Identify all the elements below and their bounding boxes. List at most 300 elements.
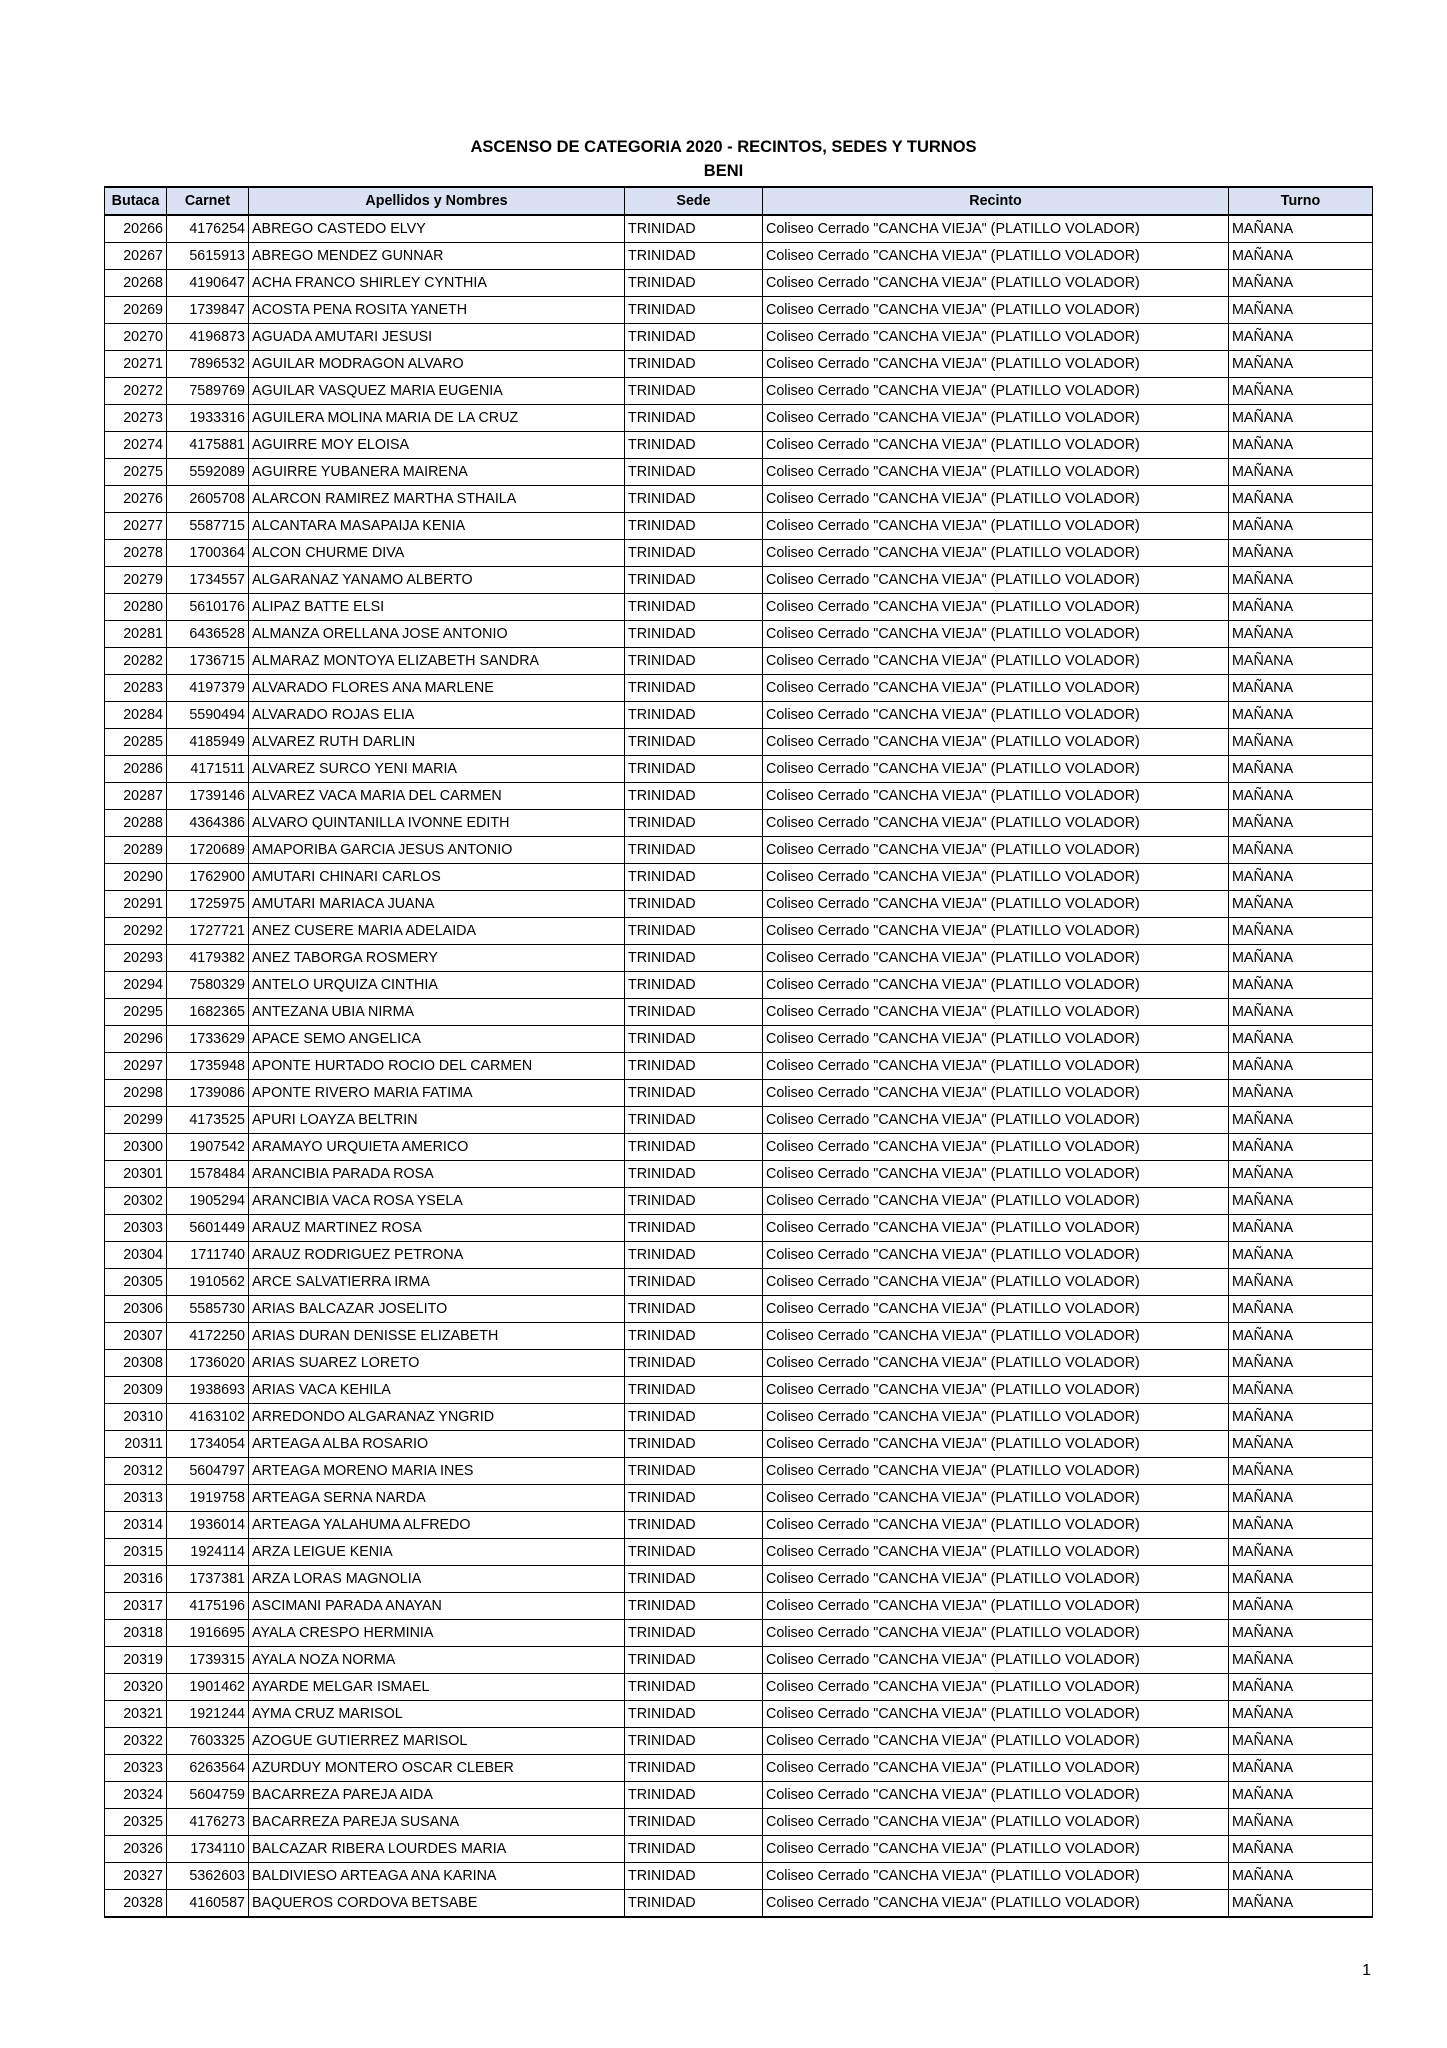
carnet-cell: 1739847	[167, 297, 249, 324]
name-cell: ASCIMANI PARADA ANAYAN	[249, 1593, 625, 1620]
recinto-cell: Coliseo Cerrado "CANCHA VIEJA" (PLATILLO VOLADOR)	[763, 729, 1229, 756]
carnet-cell: 4163102	[167, 1404, 249, 1431]
turno-cell: MAÑANA	[1229, 1728, 1373, 1755]
table-row	[105, 1188, 1373, 1215]
table-row	[105, 243, 1373, 270]
carnet-cell: 1737381	[167, 1566, 249, 1593]
turno-cell: MAÑANA	[1229, 324, 1373, 351]
turno-cell: MAÑANA	[1229, 1404, 1373, 1431]
recinto-cell: Coliseo Cerrado "CANCHA VIEJA" (PLATILLO VOLADOR)	[763, 1404, 1229, 1431]
sede-cell: TRINIDAD	[625, 351, 763, 378]
table-row	[105, 810, 1373, 837]
name-cell: ARREDONDO ALGARANAZ YNGRID	[249, 1404, 625, 1431]
sede-cell: TRINIDAD	[625, 513, 763, 540]
name-cell: ARIAS VACA KEHILA	[249, 1377, 625, 1404]
carnet-cell: 4171511	[167, 756, 249, 783]
recinto-cell: Coliseo Cerrado "CANCHA VIEJA" (PLATILLO VOLADOR)	[763, 1026, 1229, 1053]
turno-cell: MAÑANA	[1229, 1674, 1373, 1701]
name-cell: AMAPORIBA GARCIA JESUS ANTONIO	[249, 837, 625, 864]
carnet-cell: 5592089	[167, 459, 249, 486]
turno-cell: MAÑANA	[1229, 1269, 1373, 1296]
name-cell: AMUTARI CHINARI CARLOS	[249, 864, 625, 891]
butaca-cell: 20283	[105, 675, 167, 702]
table-row	[105, 1755, 1373, 1782]
carnet-cell: 4176273	[167, 1809, 249, 1836]
recinto-cell: Coliseo Cerrado "CANCHA VIEJA" (PLATILLO VOLADOR)	[763, 783, 1229, 810]
sede-cell: TRINIDAD	[625, 1539, 763, 1566]
butaca-cell: 20310	[105, 1404, 167, 1431]
recinto-cell: Coliseo Cerrado "CANCHA VIEJA" (PLATILLO VOLADOR)	[763, 486, 1229, 513]
butaca-cell: 20328	[105, 1890, 167, 1918]
butaca-cell: 20266	[105, 215, 167, 243]
carnet-cell: 4197379	[167, 675, 249, 702]
sede-cell: TRINIDAD	[625, 405, 763, 432]
sede-cell: TRINIDAD	[625, 1701, 763, 1728]
name-cell: ANTEZANA UBIA NIRMA	[249, 999, 625, 1026]
name-cell: AZOGUE GUTIERREZ MARISOL	[249, 1728, 625, 1755]
table-row	[105, 837, 1373, 864]
sede-cell: TRINIDAD	[625, 810, 763, 837]
carnet-cell: 1578484	[167, 1161, 249, 1188]
sede-cell: TRINIDAD	[625, 999, 763, 1026]
table-row	[105, 1350, 1373, 1377]
butaca-cell: 20318	[105, 1620, 167, 1647]
recinto-cell: Coliseo Cerrado "CANCHA VIEJA" (PLATILLO VOLADOR)	[763, 1134, 1229, 1161]
butaca-cell: 20271	[105, 351, 167, 378]
recinto-cell: Coliseo Cerrado "CANCHA VIEJA" (PLATILLO VOLADOR)	[763, 1890, 1229, 1918]
sede-cell: TRINIDAD	[625, 378, 763, 405]
carnet-cell: 4179382	[167, 945, 249, 972]
recinto-cell: Coliseo Cerrado "CANCHA VIEJA" (PLATILLO VOLADOR)	[763, 972, 1229, 999]
carnet-cell: 1938693	[167, 1377, 249, 1404]
name-cell: AMUTARI MARIACA JUANA	[249, 891, 625, 918]
recinto-cell: Coliseo Cerrado "CANCHA VIEJA" (PLATILLO VOLADOR)	[763, 918, 1229, 945]
sede-cell: TRINIDAD	[625, 243, 763, 270]
butaca-cell: 20313	[105, 1485, 167, 1512]
butaca-cell: 20297	[105, 1053, 167, 1080]
name-cell: ALCON CHURME DIVA	[249, 540, 625, 567]
name-cell: AYMA CRUZ MARISOL	[249, 1701, 625, 1728]
butaca-cell: 20279	[105, 567, 167, 594]
carnet-cell: 7603325	[167, 1728, 249, 1755]
sede-cell: TRINIDAD	[625, 1242, 763, 1269]
butaca-cell: 20307	[105, 1323, 167, 1350]
butaca-cell: 20327	[105, 1863, 167, 1890]
sede-cell: TRINIDAD	[625, 1053, 763, 1080]
turno-cell: MAÑANA	[1229, 837, 1373, 864]
sede-cell: TRINIDAD	[625, 432, 763, 459]
carnet-cell: 4175196	[167, 1593, 249, 1620]
recinto-cell: Coliseo Cerrado "CANCHA VIEJA" (PLATILLO VOLADOR)	[763, 1620, 1229, 1647]
table-row	[105, 1674, 1373, 1701]
name-cell: ALGARANAZ YANAMO ALBERTO	[249, 567, 625, 594]
recinto-cell: Coliseo Cerrado "CANCHA VIEJA" (PLATILLO VOLADOR)	[763, 1836, 1229, 1863]
turno-cell: MAÑANA	[1229, 486, 1373, 513]
butaca-cell: 20270	[105, 324, 167, 351]
sede-cell: TRINIDAD	[625, 1782, 763, 1809]
table-row	[105, 215, 1373, 243]
turno-cell: MAÑANA	[1229, 675, 1373, 702]
turno-cell: MAÑANA	[1229, 918, 1373, 945]
recinto-cell: Coliseo Cerrado "CANCHA VIEJA" (PLATILLO VOLADOR)	[763, 648, 1229, 675]
recinto-cell: Coliseo Cerrado "CANCHA VIEJA" (PLATILLO VOLADOR)	[763, 837, 1229, 864]
table-row	[105, 297, 1373, 324]
table-row	[105, 1620, 1373, 1647]
recinto-cell: Coliseo Cerrado "CANCHA VIEJA" (PLATILLO VOLADOR)	[763, 1458, 1229, 1485]
recinto-cell: Coliseo Cerrado "CANCHA VIEJA" (PLATILLO VOLADOR)	[763, 1350, 1229, 1377]
turno-cell: MAÑANA	[1229, 891, 1373, 918]
butaca-cell: 20306	[105, 1296, 167, 1323]
recinto-cell: Coliseo Cerrado "CANCHA VIEJA" (PLATILLO VOLADOR)	[763, 297, 1229, 324]
carnet-cell: 7589769	[167, 378, 249, 405]
recinto-cell: Coliseo Cerrado "CANCHA VIEJA" (PLATILLO VOLADOR)	[763, 1755, 1229, 1782]
carnet-cell: 4190647	[167, 270, 249, 297]
butaca-cell: 20317	[105, 1593, 167, 1620]
turno-cell: MAÑANA	[1229, 1161, 1373, 1188]
sede-cell: TRINIDAD	[625, 1269, 763, 1296]
carnet-cell: 1733629	[167, 1026, 249, 1053]
table-row	[105, 1377, 1373, 1404]
butaca-cell: 20314	[105, 1512, 167, 1539]
sede-cell: TRINIDAD	[625, 1620, 763, 1647]
table-row	[105, 1458, 1373, 1485]
butaca-cell: 20325	[105, 1809, 167, 1836]
table-row	[105, 1512, 1373, 1539]
turno-cell: MAÑANA	[1229, 1026, 1373, 1053]
table-row	[105, 1404, 1373, 1431]
carnet-cell: 1734557	[167, 567, 249, 594]
sede-cell: TRINIDAD	[625, 1134, 763, 1161]
recinto-cell: Coliseo Cerrado "CANCHA VIEJA" (PLATILLO VOLADOR)	[763, 324, 1229, 351]
carnet-cell: 5604759	[167, 1782, 249, 1809]
turno-cell: MAÑANA	[1229, 405, 1373, 432]
table-row	[105, 1323, 1373, 1350]
carnet-cell: 1711740	[167, 1242, 249, 1269]
recinto-cell: Coliseo Cerrado "CANCHA VIEJA" (PLATILLO VOLADOR)	[763, 1701, 1229, 1728]
turno-cell: MAÑANA	[1229, 972, 1373, 999]
sede-cell: TRINIDAD	[625, 1377, 763, 1404]
turno-cell: MAÑANA	[1229, 1512, 1373, 1539]
turno-cell: MAÑANA	[1229, 756, 1373, 783]
table-body	[105, 215, 1373, 1917]
recinto-cell: Coliseo Cerrado "CANCHA VIEJA" (PLATILLO VOLADOR)	[763, 1215, 1229, 1242]
table-row	[105, 864, 1373, 891]
name-cell: AGUILERA MOLINA MARIA DE LA CRUZ	[249, 405, 625, 432]
carnet-cell: 1736020	[167, 1350, 249, 1377]
butaca-cell: 20321	[105, 1701, 167, 1728]
butaca-cell: 20291	[105, 891, 167, 918]
sede-cell: TRINIDAD	[625, 1593, 763, 1620]
carnet-cell: 1739146	[167, 783, 249, 810]
sede-cell: TRINIDAD	[625, 1836, 763, 1863]
sede-cell: TRINIDAD	[625, 594, 763, 621]
recinto-cell: Coliseo Cerrado "CANCHA VIEJA" (PLATILLO VOLADOR)	[763, 513, 1229, 540]
name-cell: BACARREZA PAREJA SUSANA	[249, 1809, 625, 1836]
table-row	[105, 1701, 1373, 1728]
name-cell: AGUIRRE YUBANERA MAIRENA	[249, 459, 625, 486]
table-row	[105, 621, 1373, 648]
name-cell: ARCE SALVATIERRA IRMA	[249, 1269, 625, 1296]
name-cell: ARZA LEIGUE KENIA	[249, 1539, 625, 1566]
carnet-cell: 5601449	[167, 1215, 249, 1242]
recinto-cell: Coliseo Cerrado "CANCHA VIEJA" (PLATILLO VOLADOR)	[763, 1053, 1229, 1080]
butaca-cell: 20275	[105, 459, 167, 486]
sede-cell: TRINIDAD	[625, 837, 763, 864]
recinto-cell: Coliseo Cerrado "CANCHA VIEJA" (PLATILLO VOLADOR)	[763, 1647, 1229, 1674]
sede-cell: TRINIDAD	[625, 1809, 763, 1836]
sede-cell: TRINIDAD	[625, 1296, 763, 1323]
recinto-cell: Coliseo Cerrado "CANCHA VIEJA" (PLATILLO VOLADOR)	[763, 1188, 1229, 1215]
name-cell: AYALA NOZA NORMA	[249, 1647, 625, 1674]
butaca-cell: 20293	[105, 945, 167, 972]
carnet-cell: 2605708	[167, 486, 249, 513]
butaca-cell: 20301	[105, 1161, 167, 1188]
turno-cell: MAÑANA	[1229, 513, 1373, 540]
name-cell: ACOSTA PENA ROSITA YANETH	[249, 297, 625, 324]
butaca-cell: 20320	[105, 1674, 167, 1701]
name-cell: ARTEAGA MORENO MARIA INES	[249, 1458, 625, 1485]
turno-cell: MAÑANA	[1229, 567, 1373, 594]
turno-cell: MAÑANA	[1229, 810, 1373, 837]
recinto-cell: Coliseo Cerrado "CANCHA VIEJA" (PLATILLO VOLADOR)	[763, 1080, 1229, 1107]
page-number: 1	[1362, 1962, 1371, 1979]
sede-cell: TRINIDAD	[625, 1458, 763, 1485]
sede-cell: TRINIDAD	[625, 1188, 763, 1215]
butaca-cell: 20309	[105, 1377, 167, 1404]
name-cell: APONTE HURTADO ROCIO DEL CARMEN	[249, 1053, 625, 1080]
recinto-cell: Coliseo Cerrado "CANCHA VIEJA" (PLATILLO VOLADOR)	[763, 378, 1229, 405]
carnet-cell: 1700364	[167, 540, 249, 567]
table-row	[105, 891, 1373, 918]
carnet-cell: 5604797	[167, 1458, 249, 1485]
sede-cell: TRINIDAD	[625, 918, 763, 945]
turno-cell: MAÑANA	[1229, 432, 1373, 459]
name-cell: ALVARADO FLORES ANA MARLENE	[249, 675, 625, 702]
recinto-cell: Coliseo Cerrado "CANCHA VIEJA" (PLATILLO VOLADOR)	[763, 1566, 1229, 1593]
assignment-table	[104, 186, 1373, 1918]
sede-cell: TRINIDAD	[625, 702, 763, 729]
sede-cell: TRINIDAD	[625, 1647, 763, 1674]
table-row	[105, 702, 1373, 729]
table-row	[105, 1647, 1373, 1674]
turno-cell: MAÑANA	[1229, 1377, 1373, 1404]
sede-cell: TRINIDAD	[625, 864, 763, 891]
butaca-cell: 20276	[105, 486, 167, 513]
turno-cell: MAÑANA	[1229, 540, 1373, 567]
name-cell: ANTELO URQUIZA CINTHIA	[249, 972, 625, 999]
butaca-cell: 20315	[105, 1539, 167, 1566]
recinto-cell: Coliseo Cerrado "CANCHA VIEJA" (PLATILLO VOLADOR)	[763, 1593, 1229, 1620]
turno-cell: MAÑANA	[1229, 783, 1373, 810]
recinto-cell: Coliseo Cerrado "CANCHA VIEJA" (PLATILLO VOLADOR)	[763, 432, 1229, 459]
name-cell: ALVAREZ VACA MARIA DEL CARMEN	[249, 783, 625, 810]
butaca-cell: 20290	[105, 864, 167, 891]
name-cell: APURI LOAYZA BELTRIN	[249, 1107, 625, 1134]
name-cell: ALVARADO ROJAS ELIA	[249, 702, 625, 729]
recinto-cell: Coliseo Cerrado "CANCHA VIEJA" (PLATILLO VOLADOR)	[763, 270, 1229, 297]
carnet-cell: 1734054	[167, 1431, 249, 1458]
recinto-cell: Coliseo Cerrado "CANCHA VIEJA" (PLATILLO VOLADOR)	[763, 1431, 1229, 1458]
turno-cell: MAÑANA	[1229, 215, 1373, 243]
name-cell: ARIAS BALCAZAR JOSELITO	[249, 1296, 625, 1323]
turno-cell: MAÑANA	[1229, 270, 1373, 297]
sede-cell: TRINIDAD	[625, 1323, 763, 1350]
recinto-cell: Coliseo Cerrado "CANCHA VIEJA" (PLATILLO VOLADOR)	[763, 1107, 1229, 1134]
butaca-cell: 20280	[105, 594, 167, 621]
turno-cell: MAÑANA	[1229, 1593, 1373, 1620]
name-cell: ABREGO MENDEZ GUNNAR	[249, 243, 625, 270]
turno-cell: MAÑANA	[1229, 1458, 1373, 1485]
sede-cell: TRINIDAD	[625, 1890, 763, 1918]
sede-cell: TRINIDAD	[625, 648, 763, 675]
name-cell: ANEZ CUSERE MARIA ADELAIDA	[249, 918, 625, 945]
table-row	[105, 648, 1373, 675]
turno-cell: MAÑANA	[1229, 594, 1373, 621]
sede-cell: TRINIDAD	[625, 1215, 763, 1242]
sede-cell: TRINIDAD	[625, 540, 763, 567]
header-apellidos-nombres: Apellidos y Nombres	[249, 187, 625, 215]
recinto-cell: Coliseo Cerrado "CANCHA VIEJA" (PLATILLO VOLADOR)	[763, 675, 1229, 702]
sede-cell: TRINIDAD	[625, 729, 763, 756]
recinto-cell: Coliseo Cerrado "CANCHA VIEJA" (PLATILLO VOLADOR)	[763, 756, 1229, 783]
turno-cell: MAÑANA	[1229, 1755, 1373, 1782]
table-row	[105, 945, 1373, 972]
name-cell: AZURDUY MONTERO OSCAR CLEBER	[249, 1755, 625, 1782]
butaca-cell: 20274	[105, 432, 167, 459]
turno-cell: MAÑANA	[1229, 1134, 1373, 1161]
name-cell: ABREGO CASTEDO ELVY	[249, 215, 625, 243]
butaca-cell: 20268	[105, 270, 167, 297]
butaca-cell: 20294	[105, 972, 167, 999]
name-cell: BALCAZAR RIBERA LOURDES MARIA	[249, 1836, 625, 1863]
table-row	[105, 1269, 1373, 1296]
butaca-cell: 20326	[105, 1836, 167, 1863]
carnet-cell: 1720689	[167, 837, 249, 864]
turno-cell: MAÑANA	[1229, 1053, 1373, 1080]
header-carnet: Carnet	[167, 187, 249, 215]
name-cell: ALIPAZ BATTE ELSI	[249, 594, 625, 621]
carnet-cell: 4160587	[167, 1890, 249, 1918]
table-row	[105, 756, 1373, 783]
butaca-cell: 20273	[105, 405, 167, 432]
carnet-cell: 4173525	[167, 1107, 249, 1134]
butaca-cell: 20269	[105, 297, 167, 324]
carnet-cell: 5585730	[167, 1296, 249, 1323]
table-row	[105, 324, 1373, 351]
carnet-cell: 5590494	[167, 702, 249, 729]
table-header-row	[105, 187, 1373, 215]
name-cell: ARAMAYO URQUIETA AMERICO	[249, 1134, 625, 1161]
sede-cell: TRINIDAD	[625, 621, 763, 648]
turno-cell: MAÑANA	[1229, 1485, 1373, 1512]
name-cell: APACE SEMO ANGELICA	[249, 1026, 625, 1053]
name-cell: ARTEAGA SERNA NARDA	[249, 1485, 625, 1512]
turno-cell: MAÑANA	[1229, 1350, 1373, 1377]
butaca-cell: 20288	[105, 810, 167, 837]
table-row	[105, 459, 1373, 486]
carnet-cell: 1901462	[167, 1674, 249, 1701]
butaca-cell: 20305	[105, 1269, 167, 1296]
butaca-cell: 20277	[105, 513, 167, 540]
table-row	[105, 918, 1373, 945]
carnet-cell: 1739086	[167, 1080, 249, 1107]
recinto-cell: Coliseo Cerrado "CANCHA VIEJA" (PLATILLO VOLADOR)	[763, 1323, 1229, 1350]
butaca-cell: 20304	[105, 1242, 167, 1269]
butaca-cell: 20299	[105, 1107, 167, 1134]
butaca-cell: 20295	[105, 999, 167, 1026]
recinto-cell: Coliseo Cerrado "CANCHA VIEJA" (PLATILLO VOLADOR)	[763, 621, 1229, 648]
sede-cell: TRINIDAD	[625, 783, 763, 810]
sede-cell: TRINIDAD	[625, 756, 763, 783]
table-row	[105, 405, 1373, 432]
name-cell: ARAUZ MARTINEZ ROSA	[249, 1215, 625, 1242]
turno-cell: MAÑANA	[1229, 1647, 1373, 1674]
name-cell: BAQUEROS CORDOVA BETSABE	[249, 1890, 625, 1918]
table-row	[105, 567, 1373, 594]
table-row	[105, 1782, 1373, 1809]
recinto-cell: Coliseo Cerrado "CANCHA VIEJA" (PLATILLO VOLADOR)	[763, 1512, 1229, 1539]
carnet-cell: 1735948	[167, 1053, 249, 1080]
butaca-cell: 20286	[105, 756, 167, 783]
turno-cell: MAÑANA	[1229, 1323, 1373, 1350]
turno-cell: MAÑANA	[1229, 378, 1373, 405]
table-row	[105, 351, 1373, 378]
turno-cell: MAÑANA	[1229, 1890, 1373, 1918]
recinto-cell: Coliseo Cerrado "CANCHA VIEJA" (PLATILLO VOLADOR)	[763, 459, 1229, 486]
carnet-cell: 1762900	[167, 864, 249, 891]
recinto-cell: Coliseo Cerrado "CANCHA VIEJA" (PLATILLO VOLADOR)	[763, 1377, 1229, 1404]
turno-cell: MAÑANA	[1229, 1188, 1373, 1215]
turno-cell: MAÑANA	[1229, 351, 1373, 378]
carnet-cell: 4196873	[167, 324, 249, 351]
name-cell: APONTE RIVERO MARIA FATIMA	[249, 1080, 625, 1107]
turno-cell: MAÑANA	[1229, 1809, 1373, 1836]
carnet-cell: 4175881	[167, 432, 249, 459]
name-cell: BALDIVIESO ARTEAGA ANA KARINA	[249, 1863, 625, 1890]
recinto-cell: Coliseo Cerrado "CANCHA VIEJA" (PLATILLO VOLADOR)	[763, 351, 1229, 378]
turno-cell: MAÑANA	[1229, 1566, 1373, 1593]
carnet-cell: 1682365	[167, 999, 249, 1026]
sede-cell: TRINIDAD	[625, 891, 763, 918]
name-cell: ARANCIBIA VACA ROSA YSELA	[249, 1188, 625, 1215]
header-butaca: Butaca	[105, 187, 167, 215]
carnet-cell: 1905294	[167, 1188, 249, 1215]
recinto-cell: Coliseo Cerrado "CANCHA VIEJA" (PLATILLO VOLADOR)	[763, 405, 1229, 432]
recinto-cell: Coliseo Cerrado "CANCHA VIEJA" (PLATILLO VOLADOR)	[763, 810, 1229, 837]
carnet-cell: 1924114	[167, 1539, 249, 1566]
carnet-cell: 1933316	[167, 405, 249, 432]
header-recinto: Recinto	[763, 187, 1229, 215]
sede-cell: TRINIDAD	[625, 972, 763, 999]
recinto-cell: Coliseo Cerrado "CANCHA VIEJA" (PLATILLO VOLADOR)	[763, 1809, 1229, 1836]
carnet-cell: 1907542	[167, 1134, 249, 1161]
butaca-cell: 20278	[105, 540, 167, 567]
table-row	[105, 1242, 1373, 1269]
name-cell: ANEZ TABORGA ROSMERY	[249, 945, 625, 972]
recinto-cell: Coliseo Cerrado "CANCHA VIEJA" (PLATILLO VOLADOR)	[763, 1728, 1229, 1755]
carnet-cell: 6263564	[167, 1755, 249, 1782]
sede-cell: TRINIDAD	[625, 1431, 763, 1458]
recinto-cell: Coliseo Cerrado "CANCHA VIEJA" (PLATILLO VOLADOR)	[763, 999, 1229, 1026]
name-cell: ACHA FRANCO SHIRLEY CYNTHIA	[249, 270, 625, 297]
sede-cell: TRINIDAD	[625, 1566, 763, 1593]
sede-cell: TRINIDAD	[625, 1485, 763, 1512]
sede-cell: TRINIDAD	[625, 1863, 763, 1890]
name-cell: ARIAS DURAN DENISSE ELIZABETH	[249, 1323, 625, 1350]
name-cell: ALMARAZ MONTOYA ELIZABETH SANDRA	[249, 648, 625, 675]
table-row	[105, 1296, 1373, 1323]
carnet-cell: 1725975	[167, 891, 249, 918]
